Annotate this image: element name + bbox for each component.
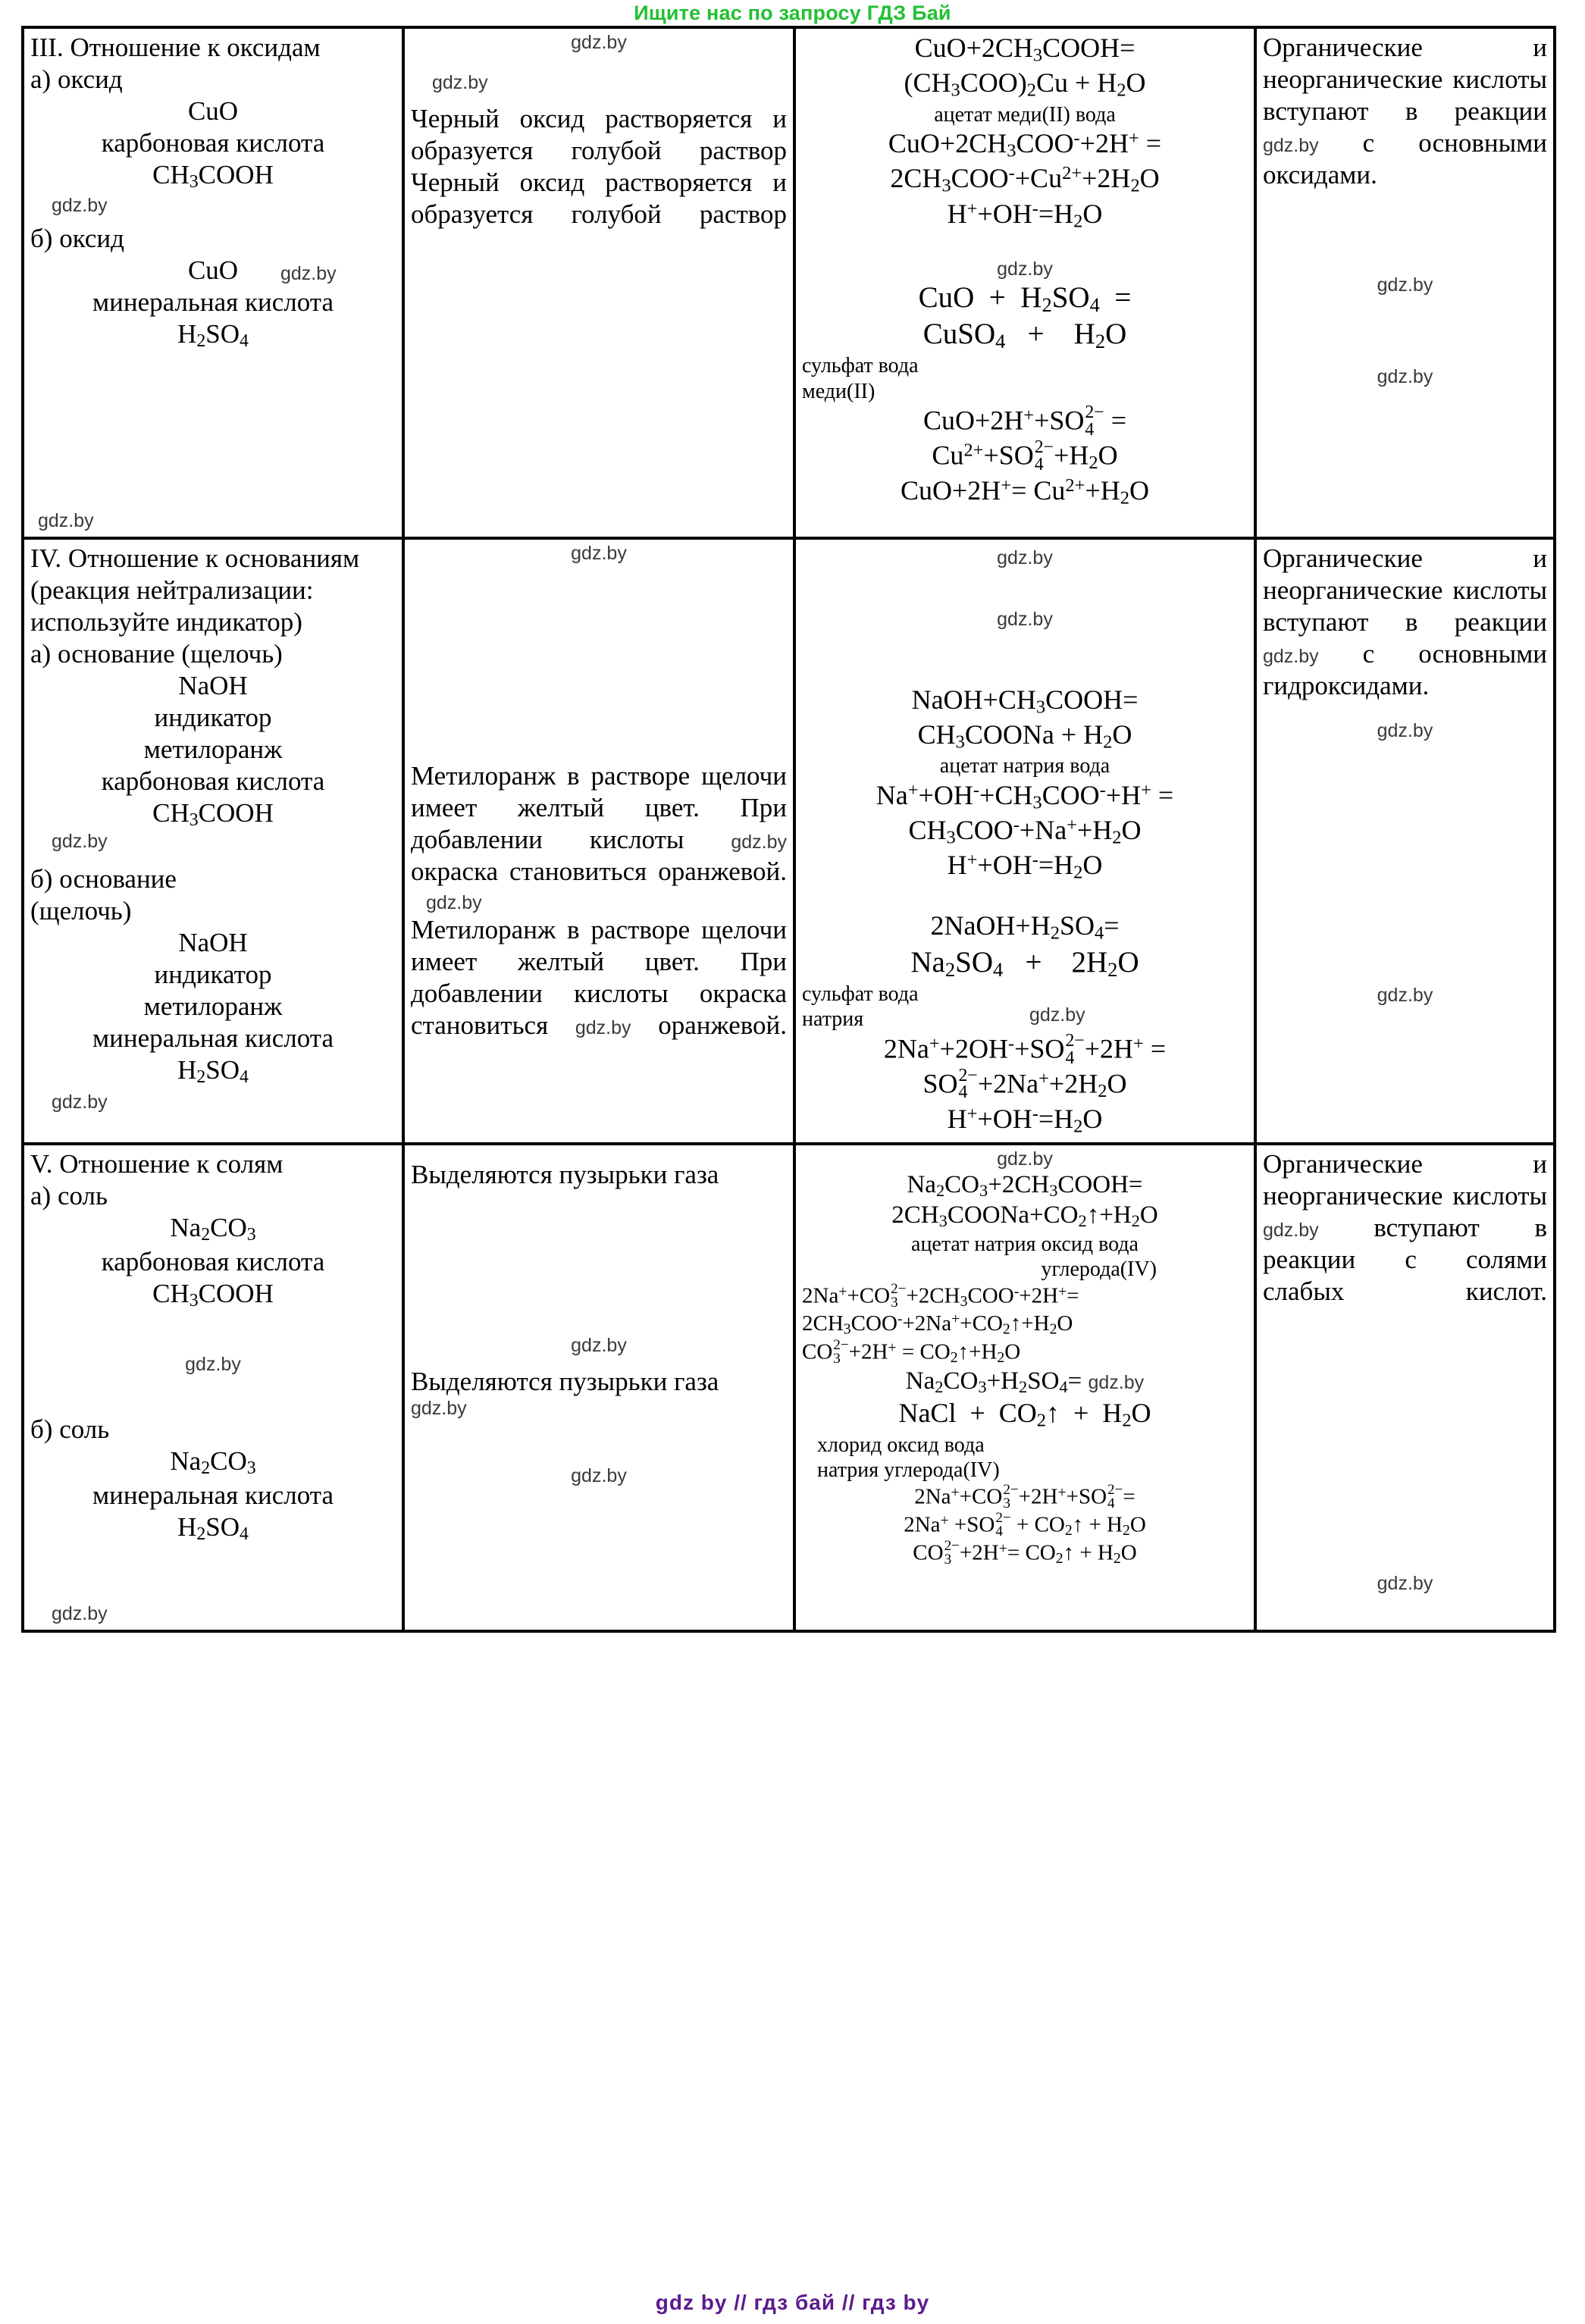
equation-a-product-names: ацетат меди(II) вода — [934, 102, 1116, 127]
item-a-acid-name-carboxylic: карбоновая кислота — [101, 766, 325, 796]
equation-b-product-name-line2: меди(II) — [802, 379, 876, 403]
equation-b-product-name-line2: натрия gdz.by — [802, 1004, 1085, 1032]
watermark-text: gdz.by — [1377, 719, 1433, 741]
watermark-text: gdz.by — [52, 1092, 108, 1113]
watermark-text: gdz.by — [571, 1334, 627, 1356]
equation-b-net-ionic: CO 2− 3 $+2H^+= CO_2↑ + H_2O$ — [913, 1537, 1137, 1568]
equation-b-product-names-line2: натрия углерода(IV) — [817, 1458, 1000, 1483]
item-a-acid-name-carboxylic: карбоновая кислота — [101, 1246, 325, 1276]
item-a-indicator-methylorange: метилоранж — [143, 734, 283, 764]
cell-observation-salts — [403, 1144, 794, 1631]
equation-a-molecular-line2: $(CH_3COO)_2Cu + H_2O$ — [904, 67, 1146, 101]
watermark-text: gdz.by — [997, 258, 1053, 280]
item-b-formula-cuo: CuO gdz.by — [187, 255, 337, 285]
conclusion-bases: Органические и неорганические кислоты вступают в реакции gdz.by с основными гидроксидами. — [1263, 543, 1547, 700]
observation-a-salts: Выделяются пузырьки газа — [411, 1159, 719, 1189]
watermark-text: gdz.by — [426, 891, 482, 913]
section-heading-salts: V. Отношение к солям — [30, 1148, 283, 1179]
item-b-label-base: б) основание — [30, 864, 177, 894]
item-b-indicator-label: индикатор — [154, 960, 272, 990]
item-b-acid-formula-h2so4: $H_2SO_4$ — [177, 1512, 249, 1545]
watermark-text: gdz.by — [1377, 366, 1433, 387]
worksheet-table-area — [0, 26, 1585, 2285]
equation-b-molecular-line1: $Na_2CO_3+H_2SO_4= gdz.by$ — [905, 1367, 1145, 1396]
equation-b-full-ionic-line1: 2Na++2OH-+SO 2− 4 +2H+ = — [883, 1031, 1167, 1068]
equation-a-full-ionic-line1: $Na^++OH^-+CH_3COO^-+H^+$ = — [876, 779, 1174, 813]
equation-b-net-ionic: $CuO+2H^+= Cu^{2+}+H_2O$ — [900, 475, 1150, 509]
cell-conclusion-bases — [1255, 538, 1555, 1144]
table-row — [23, 538, 1555, 1144]
equation-a-full-ionic-line2: $2CH_3COO^-+2Na^++CO_2↑+H_2O$ — [802, 1311, 1073, 1338]
equation-a-molecular-line1: $CuO+2CH_3COOH=$ — [914, 33, 1135, 66]
chemistry-comparison-table — [21, 26, 1556, 1633]
cell-equations-oxides — [794, 27, 1255, 538]
equation-b-full-ionic-line2: SO 2− 4 $+2Na^++2H_2O$ — [922, 1065, 1127, 1103]
promo-banner-top: Ищите нас по запросу ГДЗ Бай — [634, 2, 951, 24]
equation-a-molecular-line1: $Na_2CO_3+2CH_3COOH=$ — [907, 1170, 1143, 1200]
item-a-formula-na2co3: $Na_2CO_3$ — [170, 1212, 256, 1245]
item-b-formula-naoh: NaOH — [178, 928, 248, 958]
watermark-text: gdz.by — [185, 1354, 241, 1376]
item-a-formula-naoh: NaOH — [178, 670, 248, 700]
watermark-text: gdz.by — [731, 831, 787, 853]
watermark-text: gdz.by — [280, 262, 337, 284]
equation-b-molecular-line2: NaCl + $CO_2↑ + H_2O$ — [898, 1398, 1151, 1431]
cell-experiment-oxides — [23, 27, 403, 538]
equation-a-molecular-line2: $CH_3COONa + H_2O$ — [917, 719, 1132, 753]
watermark-text: gdz.by — [1263, 645, 1319, 667]
watermark-text: gdz.by — [52, 1603, 108, 1625]
observation-a-oxides: Черный оксид растворяется и образуется голубой раствор — [411, 104, 787, 165]
equation-b-full-ionic-line1: 2Na++CO 2− 3 +2H++SO 2− 4 = — [914, 1481, 1135, 1512]
equation-a-molecular-line2: $2CH_3COONa+CO_2↑+H_2O$ — [891, 1201, 1158, 1231]
equation-a-product-names-line1: ацетат натрия оксид вода — [911, 1232, 1139, 1256]
item-b-label-oxide: б) оксид — [30, 223, 124, 253]
equation-a-molecular-line1: $NaOH+CH_3COOH=$ — [911, 684, 1139, 717]
equation-a-full-ionic-line2: $CH_3COO^-+Na^++H_2O$ — [908, 814, 1142, 848]
equation-b-molecular-line1: $2NaOH+H_2SO_4=$ — [930, 910, 1120, 944]
watermark-text: gdz.by — [38, 509, 94, 531]
section-heading-oxides: III. Отношение к оксидам — [30, 33, 321, 62]
cell-conclusion-oxides — [1255, 27, 1555, 538]
watermark-text: gdz.by — [1377, 984, 1433, 1006]
watermark-text: gdz.by — [1263, 1219, 1319, 1241]
cell-experiment-salts — [23, 1144, 403, 1631]
item-b-acid-name-mineral: минеральная кислота — [92, 1480, 334, 1511]
watermark-text: gdz.by — [432, 72, 488, 93]
item-b-acid-name-mineral: минеральная кислота — [92, 1023, 334, 1054]
item-a-label-base: а) основание (щелочь) — [30, 638, 283, 669]
item-a-label-salt: а) соль — [30, 1180, 108, 1211]
watermark-text: gdz.by — [571, 32, 627, 53]
table-row — [23, 1144, 1555, 1631]
equation-b-molecular-line2: $Na_2SO_4$ + $2H_2O$ — [910, 945, 1139, 981]
watermark-text: gdz.by — [997, 1148, 1053, 1170]
item-b-label-salt: б) соль — [30, 1414, 110, 1445]
item-b-indicator-methylorange: метилоранж — [143, 991, 283, 1022]
equation-b-net-ionic: $H^++OH^-=H_2O$ — [947, 1103, 1103, 1136]
item-a-acid-formula-ch3cooh: $CH_3COOH$ — [152, 160, 274, 193]
watermark-text: gdz.by — [1263, 135, 1319, 156]
watermark-text: gdz.by — [571, 1464, 627, 1486]
item-b-formula-na2co3: $Na_2CO_3$ — [170, 1446, 256, 1479]
watermark-text: gdz.by — [997, 547, 1053, 568]
equation-b-full-ionic-line2: 2Na+ +SO 2− 4 + $CO_2↑ + H_2O$ — [904, 1509, 1146, 1539]
equation-a-full-ionic-line1: $CuO+2CH_3COO^-+2H^+$ = — [888, 128, 1162, 161]
item-b-acid-formula-h2so4: $H_2SO_4$ — [177, 1055, 249, 1088]
equation-a-net-ionic: $H^++OH^-=H_2O$ — [947, 850, 1103, 883]
item-a-indicator-label: индикатор — [154, 702, 272, 732]
cell-observation-oxides — [403, 27, 794, 538]
item-a-label-oxide: а) оксид — [30, 64, 123, 94]
item-b-label-base-continued: (щелочь) — [30, 896, 132, 926]
observation-b-oxides: Черный оксид растворяется и образуется голубой раствор — [411, 168, 787, 229]
watermark-text: gdz.by — [571, 542, 627, 564]
equation-a-full-ionic-line1: 2Na++CO 2− 3 $+2CH_3COO^-+2H^+=$ — [802, 1280, 1079, 1311]
equation-b-molecular-line1: CuO + $H_2SO_4$ = — [918, 280, 1132, 316]
equation-a-net-ionic: $H^++OH^-=H_2O$ — [947, 198, 1103, 232]
item-a-formula-cuo: CuO — [187, 96, 239, 126]
equation-b-product-names-line1: хлорид оксид вода — [817, 1433, 985, 1457]
equation-a-product-names-line2: углерода(IV) — [1041, 1258, 1157, 1282]
promo-banner-bottom: gdz by // гдз бай // гдз by — [655, 2291, 930, 2314]
cell-equations-salts — [794, 1144, 1255, 1631]
equation-a-net-ionic: CO 2− 3 $+2H^+ = CO_2↑+H_2O$ — [802, 1336, 1021, 1367]
equation-b-full-ionic-line2: $Cu^{2+}+SO$ 2− 4 $+H_2O$ — [932, 437, 1118, 475]
watermark-text: gdz.by — [1088, 1371, 1145, 1393]
item-a-acid-formula-ch3cooh: $CH_3COOH$ — [152, 1278, 274, 1311]
watermark-text: gdz.by — [52, 831, 108, 853]
watermark-text: gdz.by — [411, 1397, 467, 1419]
equation-a-product-names: ацетат натрия вода — [939, 754, 1110, 778]
item-b-acid-name-mineral: минеральная кислота — [92, 287, 334, 317]
observation-b-bases-line-group: Метилоранж в растворе щелочи имеет желтый цвет. При добавлении кислоты окраска становиться gdz.by оранжевой. — [411, 914, 787, 1040]
equation-b-product-name-line1: сульфат вода — [802, 982, 919, 1006]
watermark-text: gdz.by — [575, 1016, 631, 1038]
equation-a-full-ionic-line2: $2CH_3COO^-+Cu^{2+}+2H_2O$ — [890, 163, 1160, 196]
watermark-text: gdz.by — [1377, 1572, 1433, 1594]
watermark-text: gdz.by — [52, 194, 108, 216]
table-row — [23, 27, 1555, 538]
conclusion-salts: Органические и неорганические кислоты gdz.by вступают в реакции с солями слабых кислот. — [1263, 1148, 1547, 1306]
observation-a-bases-line-group: Метилоранж в растворе щелочи имеет желтый цвет. При добавлении кислоты gdz.by окраска становиться оранжевой. — [411, 760, 787, 886]
observation-b-salts: Выделяются пузырьки газа — [411, 1366, 719, 1396]
equation-b-product-name-line1: сульфат вода — [802, 354, 919, 378]
equation-b-molecular-line2: CuSO$_4$ + $H_2O$ — [922, 318, 1127, 352]
cell-equations-bases — [794, 538, 1255, 1144]
item-a-acid-formula-ch3cooh: $CH_3COOH$ — [152, 797, 274, 830]
item-a-acid-name-carboxylic: карбоновая кислота — [101, 128, 325, 158]
cell-conclusion-salts — [1255, 1144, 1555, 1631]
watermark-text: gdz.by — [1377, 274, 1433, 296]
watermark-text: gdz.by — [997, 608, 1053, 630]
cell-experiment-bases — [23, 538, 403, 1144]
watermark-text: gdz.by — [1029, 1004, 1085, 1026]
item-b-acid-formula-h2so4: $H_2SO_4$ — [177, 318, 249, 352]
cell-observation-bases — [403, 538, 794, 1144]
section-heading-bases: IV. Отношение к основаниям (реакция нейтрализации: используйте индикатор) — [30, 543, 360, 637]
equation-b-full-ionic-line1: CuO+2H++SO 2− 4 = — [922, 402, 1127, 440]
conclusion-oxides: Органические и неорганические кислоты вступают в реакции gdz.by с основными оксидами. — [1263, 33, 1547, 189]
